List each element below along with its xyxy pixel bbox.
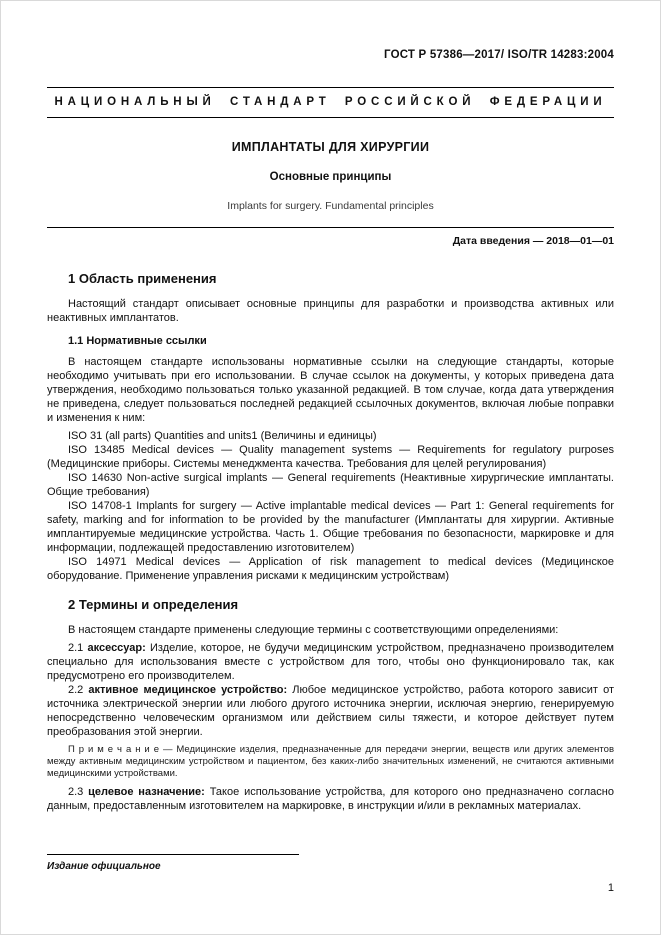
term-number: 2.1: [68, 642, 84, 654]
term-definition: [47, 683, 614, 739]
section1-1-heading: 1.1 Нормативные ссылки: [68, 335, 207, 347]
term-definition: [47, 785, 614, 813]
document-subtitle: Основные принципы: [269, 171, 392, 183]
national-standard-banner: НАЦИОНАЛЬНЫЙ СТАНДАРТ РОССИЙСКОЙ ФЕДЕРАЦИИ: [54, 96, 607, 108]
title-block: [47, 118, 614, 212]
section1-heading: 1 Область применения: [68, 271, 217, 286]
doc-code: ГОСТ Р 57386—2017/ ISO/TR 14283:2004: [384, 49, 614, 61]
reference-item: ISO 13485 Medical devices — Quality management systems — Requirements for regulatory purposes (Медицинские приборы. Системы менеджмента качества. Требования для целей регулирования): [47, 444, 614, 470]
section2-heading: 2 Термины и определения: [68, 597, 239, 612]
document-title-english: Implants for surgery. Fundamental principles: [227, 200, 434, 212]
term-definition: [47, 641, 614, 683]
term-name: целевое назначение:: [88, 786, 205, 798]
effective-date: Дата введения — 2018—01—01: [452, 235, 614, 247]
reference-item: ISO 14630 Non-active surgical implants — General requirements (Неактивные хирургические имплантаты. Общие требования): [47, 472, 614, 498]
reference-item: ISO 14708-1 Implants for surgery — Active implantable medical devices — Part 1: General requirements for safety, marking and for information to be provided by the manufacturer (Имплантаты для хирургии. Активные имплантируемые медицинские устройства. Часть 1. Общие требования по безопасности, маркировке и для информации, подлежащей предоставлению изготовителем): [47, 500, 614, 554]
term-name: активное медицинское устройство:: [88, 684, 288, 696]
term-text: Любое медицинское устройство, работа которого зависит от источника электрической энергии или любого другого источника энергии, исключая энергию, генерируемую непосредственно человеческим организмом или действием силы тяжести, и которое действует путем преобразования этой энергии.: [47, 684, 614, 738]
section2-intro: В настоящем стандарте применены следующие термины с соответствующими определениями:: [68, 624, 559, 636]
edition-label: Издание официальное: [47, 861, 161, 872]
term-text: Изделие, которое, не будучи медицинским устройством, предназначено производителем специально для использования вместе с устройством для того, чтобы оно функционировало так, как предусмотрено его производителем.: [47, 642, 614, 682]
page-footer: [47, 854, 614, 894]
date-rule: [47, 227, 614, 228]
term-name: аксессуар:: [87, 642, 146, 654]
reference-item: ISO 31 (all parts) Quantities and units1 (Величины и единицы): [68, 430, 377, 442]
document-title: ИМПЛАНТАТЫ ДЛЯ ХИРУРГИИ: [231, 140, 430, 154]
reference-item: ISO 14971 Medical devices — Application of risk management to medical devices (Медицинское оборудование. Применение управления рисками к медицинским устройствам): [47, 556, 614, 582]
term-text: Такое использование устройства, для которого оно предназначено согласно данным, предоставленным изготовителем на маркировке, в инструкции и/или в рекламных материалах.: [47, 786, 614, 812]
section1-paragraph: Настоящий стандарт описывает основные принципы для разработки и производства активных или неактивных имплантатов.: [47, 298, 614, 324]
references-intro: В настоящем стандарте использованы нормативные ссылки на следующие стандарты, которые необходимо учитывать при его использовании. В случае ссылок на документы, у которых приведена дата утверждения, необходимо пользоваться только указанной редакцией. В том случае, когда дата утверждения не приведена, следует пользоваться последней редакцией ссылочных документов, включая любые поправки и изменения к ним:: [47, 356, 614, 424]
term-number: 2.2: [68, 684, 84, 696]
page-number: 1: [607, 882, 614, 894]
note-paragraph: П р и м е ч а н и е — Медицинские изделия, предназначенные для передачи энергии, веществ или других элементов между активным медицинским устройством и пациентом, без каких-либо значительных изменений, не считаются активными медицинскими устройствами.: [47, 744, 614, 779]
footer-rule: [47, 854, 299, 855]
term-number: 2.3: [68, 786, 84, 798]
